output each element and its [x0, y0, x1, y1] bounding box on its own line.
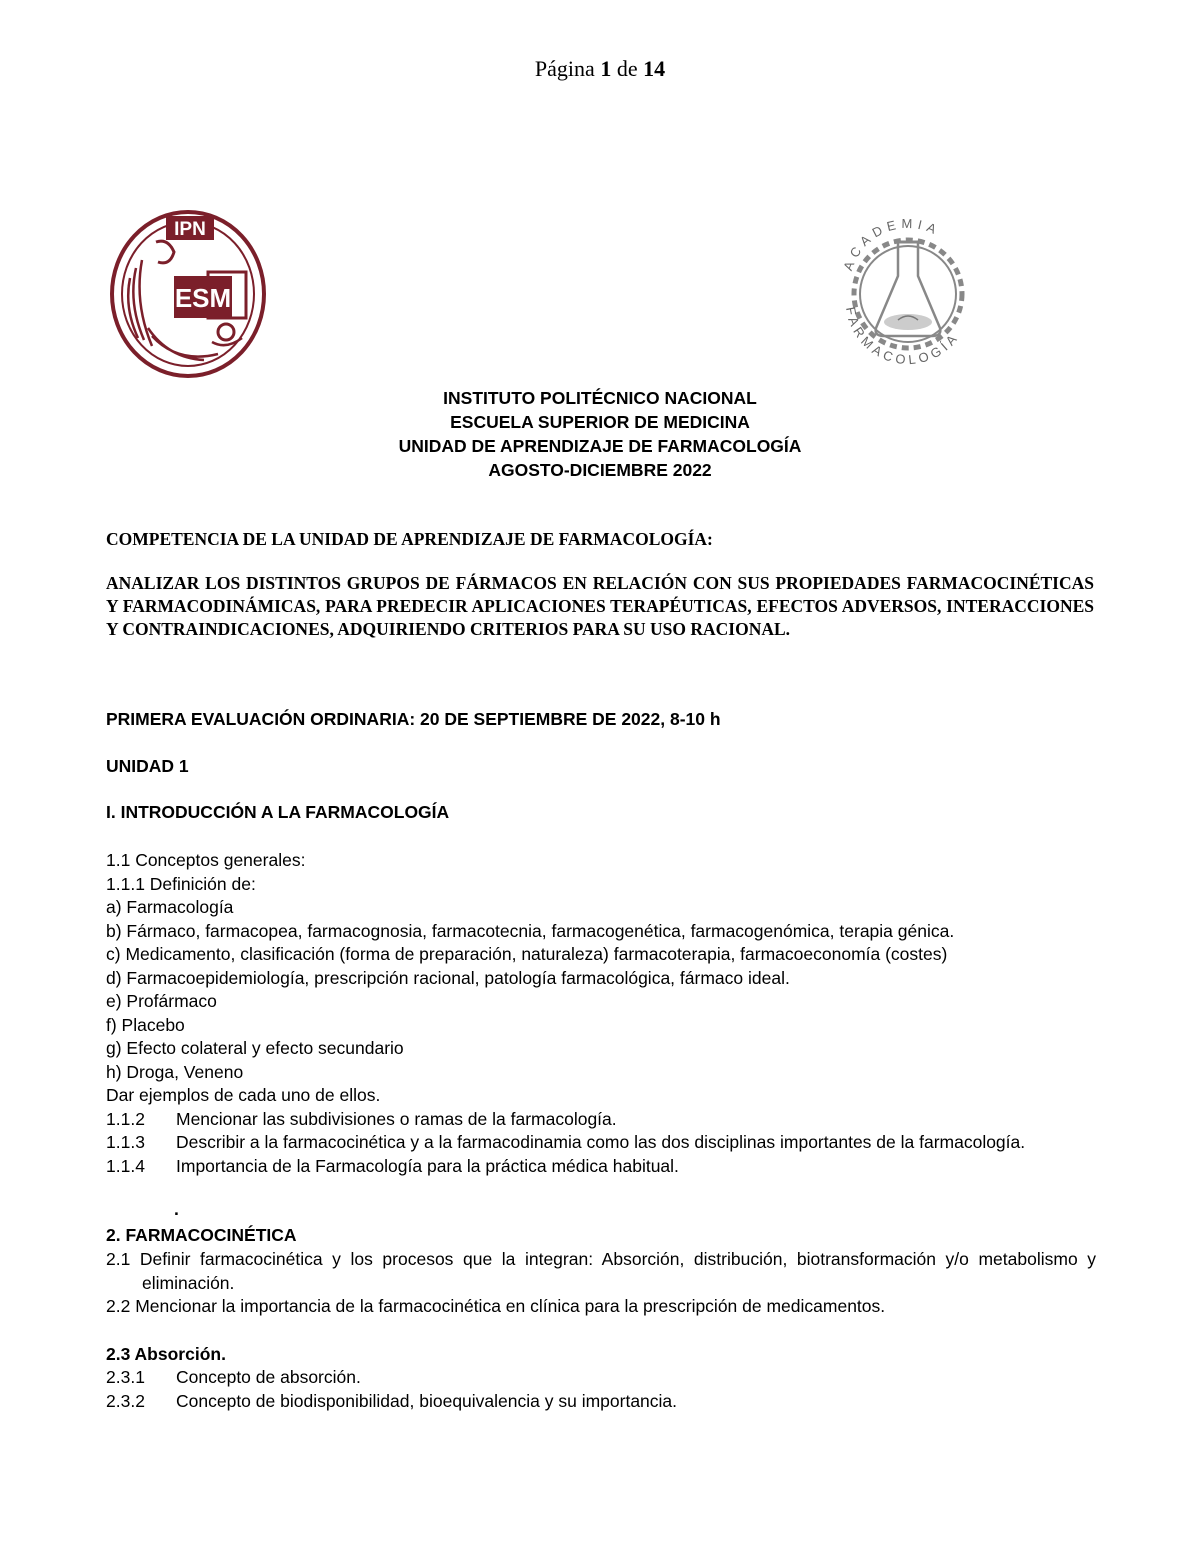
list-item: 1.1 Conceptos generales: [106, 850, 306, 870]
list-item: 1.1.1 Definición de: [106, 873, 256, 894]
stray-dot: . [174, 1199, 179, 1219]
item-number: 1.1.3 [106, 1132, 145, 1152]
list-item [106, 1155, 1096, 1179]
list-item: 2.1 Definir farmacocinética y los procesos que la integran: Absorción, distribución, biotransformación y/o metabolismo y eliminación. [106, 1249, 1096, 1293]
unit-heading: UNIDAD 1 [106, 756, 189, 776]
list-item: 2.2 Mencionar la importancia de la farmacocinética en clínica para la prescripción de medicamentos. [106, 1296, 886, 1316]
institution-header [0, 386, 1200, 482]
item-number: 1.1.2 [106, 1108, 145, 1129]
header-institute: INSTITUTO POLITÉCNICO NACIONAL [443, 388, 757, 408]
ipn-esm-logo [108, 208, 268, 380]
academia-logo-text: ACADEMIA [840, 215, 944, 273]
list-item [106, 1108, 1096, 1132]
esm-logo-text: ESM [174, 283, 232, 313]
item-text: Importancia de la Farmacología para la práctica médica habitual. [176, 1155, 679, 1176]
header-period: AGOSTO-DICIEMBRE 2022 [488, 460, 712, 480]
list-item: f) Placebo [106, 1014, 185, 1035]
list-item [106, 1131, 1096, 1155]
list-item [106, 1390, 1096, 1414]
farmacologia-logo-text: FARMACOLOGÍA [843, 305, 963, 368]
item-number: 2.3.2 [106, 1390, 145, 1411]
section1-list [106, 849, 1096, 1178]
section2-list [106, 1248, 1096, 1319]
page-number-middle: de [616, 56, 638, 81]
item-text: Concepto de absorción. [176, 1367, 361, 1387]
list-item: e) Profármaco [106, 991, 217, 1011]
item-number: 2.3.1 [106, 1367, 145, 1387]
item-text: Mencionar las subdivisiones o ramas de la farmacología. [176, 1108, 617, 1129]
list-item [106, 1366, 1096, 1390]
list-item: h) Droga, Veneno [106, 1061, 244, 1082]
section1-title: I. INTRODUCCIÓN A LA FARMACOLOGÍA [106, 802, 450, 822]
list-item: a) Farmacología [106, 897, 234, 917]
list-item: d) Farmacoepidemiología, prescripción racional, patología farmacológica, fármaco ideal. [106, 967, 790, 988]
academia-farmacologia-logo [836, 206, 980, 372]
page-number [0, 56, 1200, 82]
list-item: Dar ejemplos de cada uno de ellos. [106, 1085, 381, 1105]
competence-title: COMPETENCIA DE LA UNIDAD DE APRENDIZAJE DE FARMACOLOGÍA: [106, 529, 713, 549]
item-text: Describir a la farmacocinética y a la farmacodinamia como las dos disciplinas importantes de la farmacología. [176, 1132, 1026, 1152]
item-number: 1.1.4 [106, 1155, 145, 1176]
item-text: Concepto de biodisponibilidad, bioequivalencia y su importancia. [176, 1390, 678, 1411]
list-item: g) Efecto colateral y efecto secundario [106, 1038, 404, 1058]
evaluation-date: PRIMERA EVALUACIÓN ORDINARIA: 20 DE SEPTIEMBRE DE 2022, 8-10 h [106, 709, 721, 729]
competence-body: ANALIZAR LOS DISTINTOS GRUPOS DE FÁRMACOS EN RELACIÓN CON SUS PROPIEDADES FARMACOCINÉTICAS Y FARMACODINÁMICAS, PARA PREDECIR APLICACIONES TERAPÉUTICAS, EFECTOS ADVERSOS, INTERACCIONES Y CONTRAINDICACIONES, ADQUIRIENDO CRITERIOS PARA SU USO RACIONAL. [106, 573, 1094, 639]
list-item: c) Medicamento, clasificación (forma de preparación, naturaleza) farmacoterapia, farmacoeconomía (costes) [106, 944, 948, 964]
page-number-total: 14 [643, 56, 666, 81]
list-item: b) Fármaco, farmacopea, farmacognosia, farmacotecnia, farmacogenética, farmacogenómica, terapia génica. [106, 920, 955, 941]
section2-title: 2. FARMACOCINÉTICA [106, 1225, 297, 1245]
header-school: ESCUELA SUPERIOR DE MEDICINA [450, 412, 750, 432]
page-number-current: 1 [600, 56, 612, 81]
section23-list [106, 1366, 1096, 1413]
page-number-prefix: Página [534, 56, 595, 81]
header-unit: UNIDAD DE APRENDIZAJE DE FARMACOLOGÍA [398, 436, 802, 456]
section23-title: 2.3 Absorción. [106, 1344, 226, 1364]
svg-text:ACADEMIA [840, 216, 943, 273]
ipn-logo-text: IPN [174, 219, 206, 240]
